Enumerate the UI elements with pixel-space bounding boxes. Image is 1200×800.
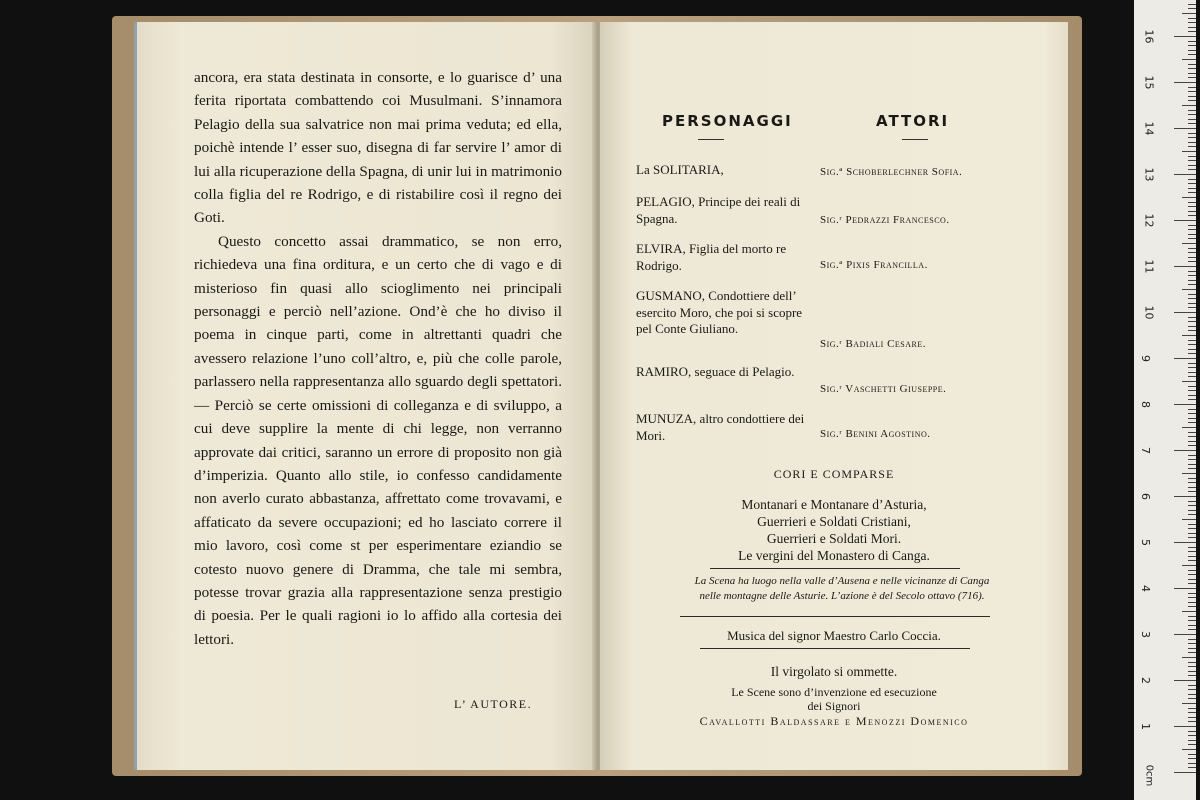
ruler-number: 12 bbox=[1142, 213, 1156, 228]
ruler-tick bbox=[1188, 455, 1196, 456]
ruler-tick bbox=[1174, 542, 1196, 543]
virgolato-note: Il virgolato si ommette. bbox=[770, 664, 898, 679]
ruler-number: 16 bbox=[1142, 29, 1156, 44]
ruler-tick bbox=[1182, 611, 1196, 612]
ruler-tick bbox=[1188, 45, 1196, 46]
ruler-tick bbox=[1188, 248, 1196, 249]
attori-header: ATTORI bbox=[876, 112, 950, 130]
cast-actor: Sig.ª Schoberlechner Sofia. bbox=[820, 166, 963, 178]
ruler-tick bbox=[1188, 501, 1196, 502]
ruler-unit-label: 0cm bbox=[1143, 764, 1155, 787]
ruler-number: 9 bbox=[1139, 355, 1152, 362]
ruler-tick bbox=[1182, 381, 1196, 382]
ruler-tick bbox=[1188, 597, 1196, 598]
right-page bbox=[600, 22, 1068, 770]
ruler-tick bbox=[1188, 514, 1196, 515]
ruler-tick bbox=[1188, 662, 1196, 663]
ruler-tick bbox=[1188, 303, 1196, 304]
ruler-tick bbox=[1188, 570, 1196, 571]
ruler-tick bbox=[1188, 721, 1196, 722]
ruler-tick bbox=[1188, 22, 1196, 23]
ruler-tick bbox=[1174, 634, 1196, 635]
ruler-tick bbox=[1174, 358, 1196, 359]
ruler-tick bbox=[1188, 533, 1196, 534]
ruler-tick bbox=[1188, 257, 1196, 258]
ruler-tick bbox=[1188, 386, 1196, 387]
author-signature: L’ AUTORE. bbox=[454, 697, 533, 711]
ruler-tick bbox=[1188, 625, 1196, 626]
ruler-tick bbox=[1188, 648, 1196, 649]
ruler-tick bbox=[1188, 317, 1196, 318]
ruler-tick bbox=[1188, 606, 1196, 607]
paragraph-2: Questo concetto assai drammatico, se non erro, richiedeva una fina orditura, e un certo che di vago e di misterioso fin quasi allo scioglimento nei principali personaggi e perciò nell’azione. Ond’è che ho diviso il poema in cinque parti, come in altrettanti quadri che avessero relazione l’uno coll’altro, e, più che colle parole, parlassero nella rappresentanza allo sguardo degli spettatori. — Perciò se certe omissioni di colleganza e di sviluppo, a cui deve supplire la mente di chi legge, non verranno approvate dai critici, saranno un errore di proposito non già d’imperizia. Quanto allo stile, io confesso candidamente non averlo curato abbastanza, affrettato come trovavami, e affaticato da severe occupazioni; ed ho lasciato correre il mio lavoro, così come st per esperimentare eziandio se cotesto nuovo genere di Dramma, che tale mi sembra, potesse trovar grazia alla rappresentazione senza prestigio di poesia. Per le quali ragioni io lo affido alla cortesia dei lettori. bbox=[194, 232, 562, 648]
ruler-tick bbox=[1188, 330, 1196, 331]
ruler-tick bbox=[1188, 372, 1196, 373]
scene-credit-line: dei Signori bbox=[807, 699, 861, 713]
ruler-tick bbox=[1188, 763, 1196, 764]
ruler-tick bbox=[1182, 197, 1196, 198]
ruler-tick bbox=[1188, 353, 1196, 354]
ruler-tick bbox=[1188, 229, 1196, 230]
left-page-text bbox=[194, 66, 562, 651]
ruler-tick bbox=[1188, 114, 1196, 115]
ruler-tick bbox=[1188, 367, 1196, 368]
scene-designers: Cavallotti Baldassare e Menozzi Domenico bbox=[699, 714, 969, 728]
cast-actor: Sig.ʳ Pedrazzi Francesco. bbox=[820, 214, 950, 226]
cast-role: RAMIRO, seguace di Pelagio. bbox=[636, 364, 795, 379]
ruler-number: 14 bbox=[1142, 121, 1156, 136]
ruler-tick bbox=[1188, 528, 1196, 529]
ruler-tick bbox=[1188, 593, 1196, 594]
ruler-number: 6 bbox=[1139, 493, 1152, 500]
ruler-tick bbox=[1188, 445, 1196, 446]
ruler-tick bbox=[1188, 206, 1196, 207]
ruler-tick bbox=[1188, 363, 1196, 364]
ruler-tick bbox=[1188, 487, 1196, 488]
ruler-tick bbox=[1188, 547, 1196, 548]
ruler-tick bbox=[1188, 524, 1196, 525]
cast-actor: Sig.ʳ Badiali Cesare. bbox=[820, 338, 927, 350]
divider-rule bbox=[700, 648, 970, 649]
divider-rule bbox=[710, 568, 960, 569]
ruler-tick bbox=[1182, 703, 1196, 704]
ruler-tick bbox=[1188, 156, 1196, 157]
ruler-tick bbox=[1188, 133, 1196, 134]
ruler-number: 13 bbox=[1142, 167, 1156, 182]
ruler-tick bbox=[1188, 41, 1196, 42]
ruler-tick bbox=[1188, 731, 1196, 732]
ruler-tick bbox=[1188, 298, 1196, 299]
ruler-tick bbox=[1188, 409, 1196, 410]
ruler-tick bbox=[1188, 100, 1196, 101]
ruler-tick bbox=[1188, 73, 1196, 74]
ruler-tick bbox=[1188, 261, 1196, 262]
ruler-tick bbox=[1188, 4, 1196, 5]
cori-line: Guerrieri e Soldati Cristiani, bbox=[757, 514, 911, 529]
ruler-tick bbox=[1188, 574, 1196, 575]
cast-role: La SOLITARIA, bbox=[636, 162, 724, 177]
ruler-number: 10 bbox=[1142, 305, 1156, 320]
ruler-number: 1 bbox=[1139, 723, 1152, 730]
ruler-tick bbox=[1188, 160, 1196, 161]
ruler-tick bbox=[1188, 643, 1196, 644]
ruler-tick bbox=[1188, 579, 1196, 580]
ruler-tick bbox=[1188, 556, 1196, 557]
header-rule-left bbox=[698, 139, 724, 140]
ruler-tick bbox=[1188, 202, 1196, 203]
ruler-tick bbox=[1188, 537, 1196, 538]
ruler-tick bbox=[1188, 183, 1196, 184]
ruler-tick bbox=[1188, 96, 1196, 97]
ruler-tick bbox=[1174, 220, 1196, 221]
ruler-tick bbox=[1182, 59, 1196, 60]
ruler-tick bbox=[1188, 671, 1196, 672]
ruler-tick bbox=[1174, 174, 1196, 175]
cori-title: CORI E COMPARSE bbox=[773, 467, 895, 481]
ruler-tick bbox=[1188, 8, 1196, 9]
divider-rule bbox=[680, 616, 990, 617]
ruler-tick bbox=[1174, 128, 1196, 129]
ruler-tick bbox=[1188, 491, 1196, 492]
ruler-tick bbox=[1188, 694, 1196, 695]
ruler-tick bbox=[1174, 36, 1196, 37]
ruler-tick bbox=[1188, 464, 1196, 465]
ruler-tick bbox=[1188, 77, 1196, 78]
ruler-tick bbox=[1182, 427, 1196, 428]
ruler-tick bbox=[1188, 54, 1196, 55]
ruler-tick bbox=[1174, 82, 1196, 83]
ruler-tick bbox=[1188, 510, 1196, 511]
ruler-tick bbox=[1188, 478, 1196, 479]
ruler-tick bbox=[1182, 749, 1196, 750]
ruler-tick bbox=[1188, 436, 1196, 437]
ruler-tick bbox=[1188, 225, 1196, 226]
ruler-tick bbox=[1188, 252, 1196, 253]
ruler-number: 2 bbox=[1139, 677, 1152, 684]
ruler-tick bbox=[1188, 717, 1196, 718]
ruler-tick bbox=[1188, 639, 1196, 640]
ruler-tick bbox=[1174, 680, 1196, 681]
ruler-tick bbox=[1188, 326, 1196, 327]
cori-line: Montanari e Montanare d’Asturia, bbox=[741, 497, 927, 512]
cast-actor: Sig.ʳ Benini Agostino. bbox=[820, 428, 931, 440]
ruler-tick bbox=[1188, 87, 1196, 88]
ruler-tick bbox=[1188, 146, 1196, 147]
ruler-tick bbox=[1188, 712, 1196, 713]
ruler-tick bbox=[1188, 675, 1196, 676]
ruler-tick bbox=[1188, 698, 1196, 699]
ruler-tick bbox=[1188, 307, 1196, 308]
ruler-number: 15 bbox=[1142, 75, 1156, 90]
ruler-tick bbox=[1174, 404, 1196, 405]
ruler-tick bbox=[1188, 482, 1196, 483]
header-rule-right bbox=[902, 139, 928, 140]
ruler-tick bbox=[1188, 119, 1196, 120]
scene-credit-line: Le Scene sono d’invenzione ed esecuzione bbox=[731, 685, 937, 699]
ruler-tick bbox=[1188, 340, 1196, 341]
paragraph-1: ancora, era stata destinata in consorte, e lo guarisce d’ una ferita riportata combattendo coi Musulmani. S’innamora Pelagio della sua salvatrice non mai prima veduta; ed ella, poichè intende l’ esser suo, disegna di far servire l’ amor di lui alla ricuperazione della Spagna, di unir lui in matrimonio colla figlia del re Rodrigo, e di ristabilire così il regno dei Goti. bbox=[194, 69, 562, 227]
ruler-tick bbox=[1188, 188, 1196, 189]
ruler-tick bbox=[1188, 689, 1196, 690]
ruler-tick bbox=[1188, 754, 1196, 755]
ruler-tick bbox=[1188, 505, 1196, 506]
ruler-tick bbox=[1188, 234, 1196, 235]
ruler-tick bbox=[1188, 560, 1196, 561]
ruler-tick bbox=[1188, 238, 1196, 239]
left-page bbox=[134, 22, 596, 770]
cast-role: MUNUZA, altro condottiere dei Mori. bbox=[636, 411, 805, 443]
scena-line: nelle montagne delle Asturie. L’azione è del Secolo ottavo (716). bbox=[699, 590, 985, 602]
ruler-tick bbox=[1188, 280, 1196, 281]
ruler-tick bbox=[1188, 390, 1196, 391]
ruler-tick bbox=[1188, 616, 1196, 617]
ruler-tick bbox=[1174, 726, 1196, 727]
cast-role: ELVIRA, Figlia del morto re Rodrigo. bbox=[636, 241, 787, 273]
ruler-tick bbox=[1188, 629, 1196, 630]
ruler-tick bbox=[1188, 758, 1196, 759]
ruler-tick bbox=[1188, 551, 1196, 552]
ruler-tick bbox=[1188, 179, 1196, 180]
ruler-tick bbox=[1182, 13, 1196, 14]
ruler-tick bbox=[1188, 64, 1196, 65]
cast-actor: Sig.ª Pixis Francilla. bbox=[820, 259, 928, 271]
ruler-tick bbox=[1188, 666, 1196, 667]
ruler-tick bbox=[1188, 735, 1196, 736]
ruler-tick bbox=[1188, 137, 1196, 138]
ruler-tick bbox=[1188, 284, 1196, 285]
ruler-tick bbox=[1188, 399, 1196, 400]
ruler-tick bbox=[1188, 142, 1196, 143]
ruler-tick bbox=[1188, 441, 1196, 442]
ruler-tick bbox=[1174, 450, 1196, 451]
cori-line: Le vergini del Monastero di Canga. bbox=[738, 548, 930, 563]
ruler-tick bbox=[1188, 708, 1196, 709]
ruler-tick bbox=[1188, 169, 1196, 170]
personaggi-header: PERSONAGGI bbox=[662, 112, 793, 130]
ruler-tick bbox=[1188, 68, 1196, 69]
ruler-tick bbox=[1188, 744, 1196, 745]
ruler-tick bbox=[1182, 657, 1196, 658]
ruler-tick bbox=[1174, 496, 1196, 497]
cori-line: Guerrieri e Soldati Mori. bbox=[766, 531, 902, 546]
ruler-tick bbox=[1188, 321, 1196, 322]
ruler-tick bbox=[1188, 652, 1196, 653]
cast-role: PELAGIO, Principe dei reali di Spagna. bbox=[636, 194, 801, 226]
ruler-number: 5 bbox=[1139, 539, 1152, 546]
ruler-tick bbox=[1174, 266, 1196, 267]
scena-line: La Scena ha luogo nella valle d’Ausena e nelle vicinanze di Canga bbox=[694, 575, 990, 587]
ruler-tick bbox=[1188, 349, 1196, 350]
ruler-number: 3 bbox=[1139, 631, 1152, 638]
ruler-number: 11 bbox=[1142, 259, 1156, 274]
ruler-tick bbox=[1188, 602, 1196, 603]
ruler-tick bbox=[1188, 110, 1196, 111]
ruler-tick bbox=[1188, 91, 1196, 92]
cast-role: GUSMANO, Condottiere dell’ esercito Moro, che poi si scopre pel Conte Giuliano. bbox=[636, 288, 803, 336]
ruler-tick bbox=[1188, 275, 1196, 276]
ruler-tick bbox=[1188, 31, 1196, 32]
ruler-number: 8 bbox=[1139, 401, 1152, 408]
ruler-tick bbox=[1182, 289, 1196, 290]
ruler-tick bbox=[1188, 418, 1196, 419]
ruler-tick bbox=[1188, 459, 1196, 460]
ruler-tick bbox=[1188, 294, 1196, 295]
ruler-tick bbox=[1182, 151, 1196, 152]
ruler-tick bbox=[1188, 123, 1196, 124]
ruler-tick bbox=[1188, 271, 1196, 272]
ruler-tick bbox=[1182, 519, 1196, 520]
ruler-tick bbox=[1188, 413, 1196, 414]
ruler-tick bbox=[1188, 18, 1196, 19]
ruler-number: 4 bbox=[1139, 585, 1152, 592]
ruler-tick bbox=[1182, 565, 1196, 566]
ruler-tick bbox=[1188, 395, 1196, 396]
musica-credit: Musica del signor Maestro Carlo Coccia. bbox=[727, 628, 941, 643]
ruler-tick bbox=[1188, 376, 1196, 377]
ruler-tick bbox=[1188, 344, 1196, 345]
ruler-tick bbox=[1188, 740, 1196, 741]
ruler-tick bbox=[1188, 432, 1196, 433]
measuring-ruler bbox=[1134, 0, 1196, 800]
ruler-tick bbox=[1188, 685, 1196, 686]
ruler-tick bbox=[1188, 422, 1196, 423]
ruler-tick bbox=[1182, 243, 1196, 244]
ruler-tick bbox=[1188, 468, 1196, 469]
ruler-tick bbox=[1174, 588, 1196, 589]
ruler-tick bbox=[1188, 767, 1196, 768]
ruler-tick bbox=[1188, 620, 1196, 621]
ruler-number: 7 bbox=[1139, 447, 1152, 454]
cast-actor: Sig.ʳ Vaschetti Giuseppe. bbox=[820, 383, 947, 395]
ruler-tick bbox=[1182, 105, 1196, 106]
ruler-tick bbox=[1188, 192, 1196, 193]
ruler-tick bbox=[1188, 27, 1196, 28]
ruler-tick bbox=[1188, 215, 1196, 216]
ruler-tick bbox=[1188, 165, 1196, 166]
ruler-tick bbox=[1174, 312, 1196, 313]
ruler-tick bbox=[1188, 583, 1196, 584]
ruler-tick bbox=[1182, 473, 1196, 474]
ruler-tick bbox=[1182, 335, 1196, 336]
ruler-tick bbox=[1188, 211, 1196, 212]
ruler-tick bbox=[1174, 772, 1196, 773]
ruler-tick bbox=[1188, 50, 1196, 51]
